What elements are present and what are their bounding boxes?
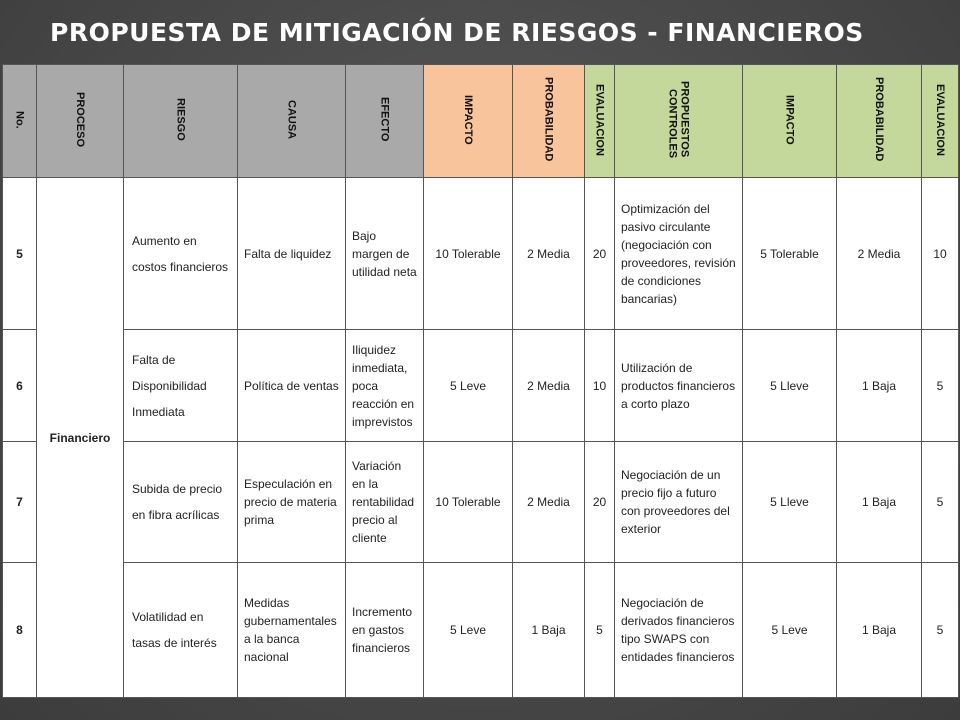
table-row: [3, 178, 959, 330]
riesgo-cell: Falta de Disponibilidad Inmediata: [124, 330, 238, 442]
control-cell: Negociación de un precio fijo a futuro con proveedores del exterior: [615, 442, 743, 563]
control-cell: Optimización del pasivo circulante (negociación con proveedores, revisión de condiciones bancarias): [615, 178, 743, 330]
impacto-cell: 5 Leve: [424, 330, 513, 442]
header-riesgo: RIESGO: [124, 65, 238, 178]
header-causa: CAUSA: [238, 65, 346, 178]
page-title: PROPUESTA DE MITIGACIÓN DE RIESGOS - FINANCIEROS: [50, 18, 864, 47]
efecto-cell: Variación en la rentabilidad precio al cliente: [346, 442, 424, 563]
efecto-cell: Iliquidez inmediata, poca reacción en imprevistos: [346, 330, 424, 442]
probabilidad-cell: 2 Media: [513, 178, 585, 330]
table-row: [3, 330, 959, 442]
probabilidad2-cell: 2 Media: [837, 178, 922, 330]
causa-cell: Especulación en precio de materia prima: [238, 442, 346, 563]
impacto-cell: 10 Tolerable: [424, 178, 513, 330]
row-number: 8: [3, 563, 37, 698]
evaluacion2-cell: 5: [922, 442, 959, 563]
impacto-cell: 5 Leve: [424, 563, 513, 698]
header-impacto-2: IMPACTO: [743, 65, 837, 178]
evaluacion-cell: 20: [585, 178, 615, 330]
row-number: 6: [3, 330, 37, 442]
header-efecto: EFECTO: [346, 65, 424, 178]
efecto-cell: Incremento en gastos financieros: [346, 563, 424, 698]
row-number: 5: [3, 178, 37, 330]
table-row: [3, 563, 959, 698]
evaluacion2-cell: 5: [922, 330, 959, 442]
probabilidad-cell: 1 Baja: [513, 563, 585, 698]
efecto-cell: Bajo margen de utilidad neta: [346, 178, 424, 330]
probabilidad-cell: 2 Media: [513, 330, 585, 442]
header-no: No.: [3, 65, 37, 178]
evaluacion-cell: 10: [585, 330, 615, 442]
impacto2-cell: 5 Leve: [743, 563, 837, 698]
probabilidad2-cell: 1 Baja: [837, 330, 922, 442]
causa-cell: Medidas gubernamentales a la banca nacional: [238, 563, 346, 698]
evaluacion-cell: 20: [585, 442, 615, 563]
impacto2-cell: 5 Lleve: [743, 330, 837, 442]
header-evaluacion: EVALUACION: [585, 65, 615, 178]
header-probabilidad-2: PROBABILIDAD: [837, 65, 922, 178]
header-evaluacion-2: EVALUACION: [922, 65, 959, 178]
table-header-row: [3, 65, 959, 178]
evaluacion2-cell: 5: [922, 563, 959, 698]
riesgo-cell: Subida de precio en fibra acrílicas: [124, 442, 238, 563]
row-number: 7: [3, 442, 37, 563]
riesgo-cell: Aumento en costos financieros: [124, 178, 238, 330]
table-row: [3, 442, 959, 563]
causa-cell: Política de ventas: [238, 330, 346, 442]
impacto-cell: 10 Tolerable: [424, 442, 513, 563]
header-controles: CONTROLESPROPUESTOS: [615, 65, 743, 178]
header-probabilidad: PROBABILIDAD: [513, 65, 585, 178]
evaluacion2-cell: 10: [922, 178, 959, 330]
risk-table: [2, 64, 959, 698]
evaluacion-cell: 5: [585, 563, 615, 698]
proceso-cell: Financiero: [37, 178, 124, 698]
probabilidad-cell: 2 Media: [513, 442, 585, 563]
impacto2-cell: 5 Lleve: [743, 442, 837, 563]
control-cell: Utilización de productos financieros a corto plazo: [615, 330, 743, 442]
control-cell: Negociación de derivados financieros tipo SWAPS con entidades financieros: [615, 563, 743, 698]
impacto2-cell: 5 Tolerable: [743, 178, 837, 330]
probabilidad2-cell: 1 Baja: [837, 442, 922, 563]
header-impacto: IMPACTO: [424, 65, 513, 178]
causa-cell: Falta de liquidez: [238, 178, 346, 330]
riesgo-cell: Volatilidad en tasas de interés: [124, 563, 238, 698]
header-proceso: PROCESO: [37, 65, 124, 178]
probabilidad2-cell: 1 Baja: [837, 563, 922, 698]
